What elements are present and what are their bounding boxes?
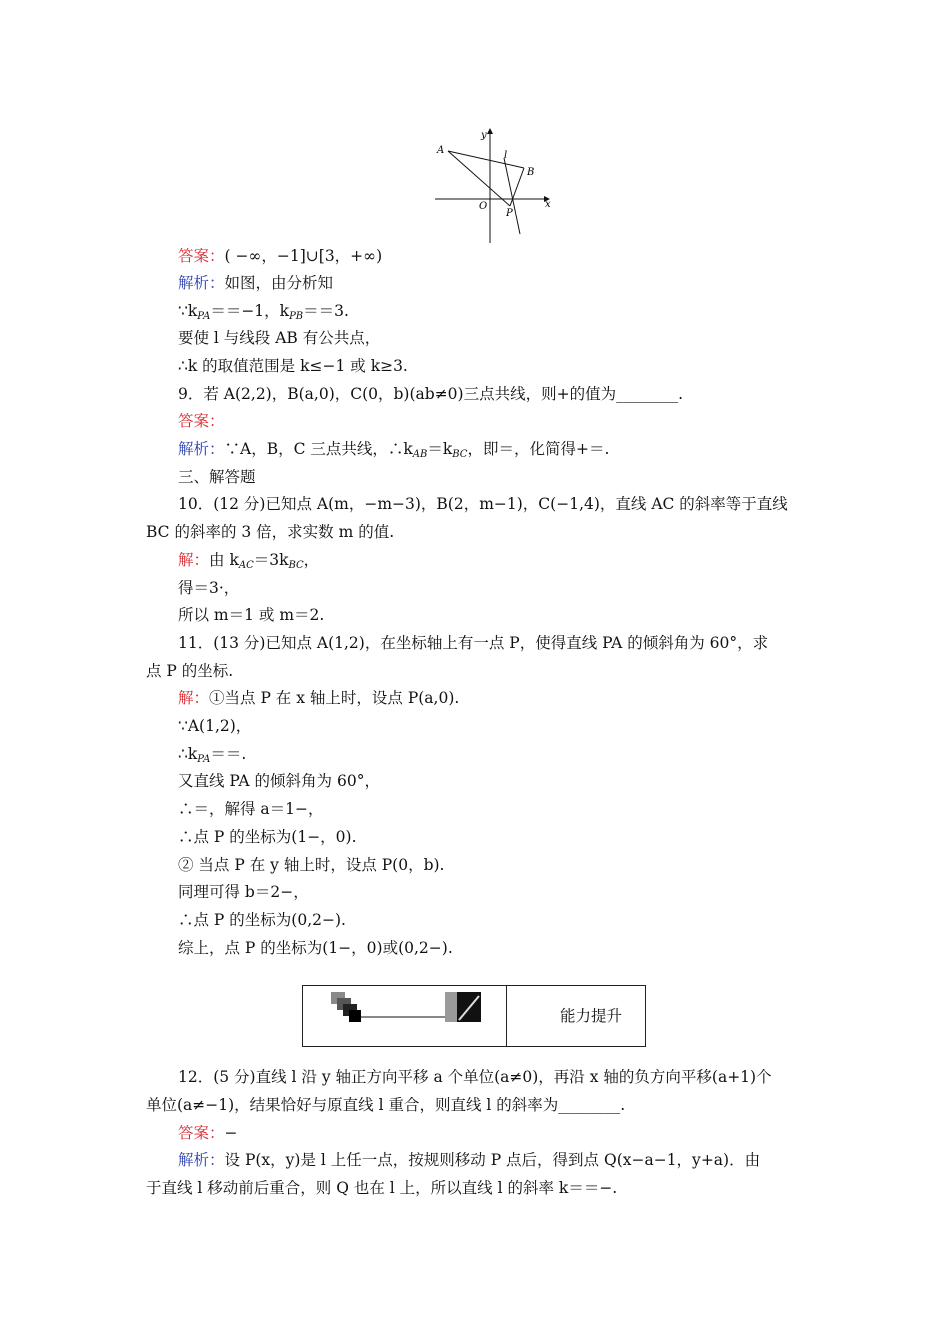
- section-banner: [302, 985, 646, 1047]
- q8-slopes: [178, 301, 349, 327]
- analysis-label: 解析：: [178, 1151, 225, 1169]
- answer-label: 答案：: [178, 412, 225, 430]
- subscript: PB: [289, 311, 304, 322]
- q11-solution-6: ∴点 P 的坐标为(1−，0).: [178, 828, 357, 846]
- q11-solution-2: ∵A(1,2)，: [178, 717, 252, 735]
- subscript: PA: [197, 311, 211, 322]
- label-y: y: [481, 130, 487, 141]
- segment-ab: [448, 151, 524, 168]
- q12-question-1: 12．(5 分)直线 l 沿 y 轴正方向平移 a 个单位(a≠0)，再沿 x 轴的负方向平移(a+1)个: [178, 1068, 772, 1086]
- text: ＝＝−1，k: [210, 302, 290, 320]
- section-heading: 三、解答题: [178, 468, 256, 486]
- q11-question-2: 点 P 的坐标.: [146, 662, 234, 680]
- q12-analysis-2: 于直线 l 移动前后重合，则 Q 也在 l 上，所以直线 l 的斜率 k＝＝−.: [146, 1179, 618, 1197]
- label-b: B: [527, 167, 535, 178]
- text: ∴k: [178, 745, 198, 763]
- q11-solution-8: 同理可得 b＝2−，: [178, 883, 309, 901]
- y-arrow: [487, 128, 493, 134]
- q11-solution-5: ∴＝，解得 a＝1−，: [178, 800, 324, 818]
- q8-line3: 要使 l 与线段 AB 有公共点，: [178, 329, 381, 347]
- text: ①当点 P 在 x 轴上时，设点 P(a,0).: [209, 689, 460, 707]
- q9-analysis: [178, 439, 609, 465]
- segment-pb: [510, 168, 524, 206]
- label-p: P: [506, 208, 513, 219]
- answer-label: 答案：: [178, 1124, 225, 1142]
- banner-divider: [506, 986, 507, 1046]
- q10-question-1: 10．(12 分)已知点 A(m，−m−3)，B(2，m−1)，C(−1,4)，直线 AC 的斜率等于直线: [178, 495, 788, 513]
- label-x: x: [545, 199, 551, 210]
- banner-label: 能力提升: [560, 1007, 623, 1025]
- q12-analysis-1: [178, 1150, 760, 1170]
- segment-pa: [448, 151, 510, 206]
- text: ＝3k: [253, 551, 289, 569]
- text: 设 P(x，y)是 l 上任一点，按规则移动 P 点后，得到点 Q(x−a−1，y+a)．由: [224, 1151, 761, 1169]
- label-o: O: [479, 201, 488, 212]
- text: ＝k: [427, 440, 453, 458]
- q10-solution-2: 得＝3·，: [178, 579, 240, 597]
- q9-answer: [178, 411, 225, 431]
- q8-line4: ∴k 的取值范围是 k≤−1 或 k≥3.: [178, 357, 408, 375]
- q11-solution-3: [178, 744, 246, 770]
- q11-solution-7: ② 当点 P 在 y 轴上时，设点 P(0，b).: [178, 856, 445, 874]
- q11-solution-4: 又直线 PA 的倾斜角为 60°，: [178, 772, 380, 790]
- solution-label: 解：: [178, 689, 210, 707]
- q9-question: 9．若 A(2,2)，B(a,0)，C(0，b)(ab≠0)三点共线，则+的值为________.: [178, 385, 683, 403]
- text: ∵A，B，C 三点共线，∴k: [224, 440, 413, 458]
- answer-label: 答案：: [178, 247, 225, 265]
- analysis-label: 解析：: [178, 440, 225, 458]
- q12-question-2: 单位(a≠−1)，结果恰好与原直线 l 重合，则直线 l 的斜率为________.: [146, 1096, 626, 1114]
- q8-analysis: [178, 273, 333, 293]
- text: ＝＝3.: [303, 302, 349, 320]
- text: ∵k: [178, 302, 198, 320]
- analysis-label: 解析：: [178, 274, 225, 292]
- q8-answer: [178, 246, 382, 266]
- solution-label: 解：: [178, 551, 210, 569]
- banner-decoration-icon: [303, 986, 506, 1046]
- subscript: BC: [288, 560, 304, 571]
- label-a: A: [437, 145, 445, 156]
- q12-answer: [178, 1123, 238, 1143]
- text: ，: [303, 551, 320, 569]
- analysis-text: 如图，由分析知: [224, 274, 334, 292]
- q10-solution-1: [178, 550, 319, 576]
- subscript: PA: [197, 754, 211, 765]
- line-l: [504, 158, 520, 234]
- q10-question-2: BC 的斜率的 3 倍，求实数 m 的值.: [146, 523, 395, 541]
- answer-value: −: [224, 1124, 238, 1142]
- answer-value: ( −∞，−1]∪[3，+∞): [224, 247, 383, 265]
- subscript: AC: [238, 560, 254, 571]
- q11-solution-10: 综上，点 P 的坐标为(1−，0)或(0,2−).: [178, 939, 453, 957]
- coordinate-figure: [432, 128, 554, 246]
- subscript: AB: [412, 449, 428, 460]
- text: 由 k: [209, 551, 239, 569]
- q11-question-1: 11．(13 分)已知点 A(1,2)，在坐标轴上有一点 P，使得直线 PA 的倾斜角为 60°，求: [178, 634, 769, 652]
- text: ，即＝，化简得+＝.: [467, 440, 610, 458]
- q11-solution-1: [178, 688, 459, 708]
- q11-solution-9: ∴点 P 的坐标为(0,2−).: [178, 911, 346, 929]
- subscript: BC: [452, 449, 468, 460]
- q10-solution-3: 所以 m＝1 或 m＝2.: [178, 606, 325, 624]
- text: ＝＝.: [210, 745, 247, 763]
- label-l: l: [504, 150, 508, 161]
